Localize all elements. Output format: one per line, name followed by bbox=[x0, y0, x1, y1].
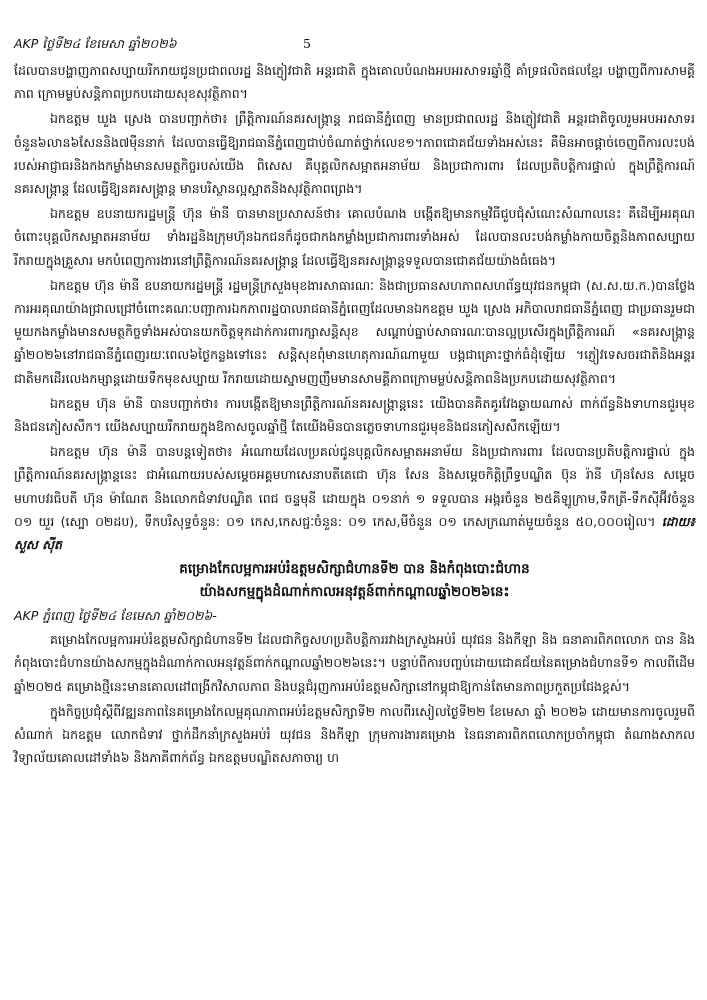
article1-paragraph-2: ឯកឧត្តម ឃួង ស្រេង បានបញ្ជាក់ថា៖ ព្រឹត្តិការណ៍នគរសង្ក្រាន្ត រាជធានីភ្នំពេញ មានប្រជាពលរដ្ឋ និងភ្ញៀវជាតិ អន្តរជាតិចូលរួមអបអរសាទរ ចំនួន៦លាន៦សែននិង៧មុឺននាក់ ដែលបានធ្វើឱ្យរាជធានីភ្នំពេញជាប់ចំណាត់ថ្នាក់លេខ១។ភាពជោគជ័យទាំងអស់នេះ គឺមិនអាចផ្តាច់ចេញពីការលះបង់របស់អាជ្ញាធរនិងកងកម្លាំងមានសមត្ថកិច្ចរបស់យើង ពិសេស គឺបុគ្គលិកសម្អាតអនាម័យ និងប្រជាការពារ ដែលប្រតិបត្តិការផ្ទាល់ ក្នុងព្រឹត្តិការណ៍នគរសង្ក្រាន្ត ដែលធ្វើឱ្យនគរសង្ក្រាន្ត មានបរិស្ថានល្អស្អាតនិងសុវត្ថិភាពព្រេង។ bbox=[14, 111, 695, 197]
article1-paragraph-5: ឯកឧត្តម ហ៊ុន ម៉ានី បានបញ្ជាក់ថា៖ ការបង្កើតឱ្យមានព្រឹត្តិការណ៍នគរសង្ក្រាន្តនេះ យើងបានគិតគូរវែងឆ្ងាយណាស់ ពាក់ព័ន្ធនិងទាហានជួរមុខនិងជនភៀសសឹក។ យើងសប្បាយរីករាយក្នុងឱកាសចូលឆ្នាំថ្មី តែយើងមិនបានភ្លេចទាហានជួរមុខនិងជនភៀសសឹកឡើយ។ bbox=[14, 395, 695, 435]
article1-paragraph-6 bbox=[14, 440, 695, 556]
article2-paragraph-1: គម្រោងកែលម្អការអប់រំឧត្តមសិក្សាជំហានទី២ ដែលជាកិច្ចសហប្រតិបត្តិការរវាងក្រសួងអប់រំ យុវជន និងកីឡា និង ធនាគារពិភពលោក បាន និងកំពុងបោះជំហានយ៉ាងសកម្មក្នុងដំណាក់កាលអនុវត្តន៍ពាក់កណ្តាលឆ្នាំ២០២៦នេះ។ បន្ទាប់ពីការបញ្ចប់ដោយជោគជ័យនៃគម្រោងជំហានទី១ កាលពីដើមឆ្នាំ២០២៥ គម្រោងថ្មីនេះមានគោលដៅពង្រីកវិសាលភាព និងបន្តជំរុញការអប់រំឧត្តមសិក្សានៅកម្ពុជាឱ្យកាន់តែមានភាពប្រកួតប្រជែងខ្ពស់។ bbox=[14, 632, 695, 694]
article2-dateline: AKP ភ្នំពេញ ថ្ងៃទី២៤ ខែមេសា ឆ្នាំ២០២៦- bbox=[14, 608, 217, 624]
article1-paragraph-3: ឯកឧត្តម ឧបនាយករដ្ឋមន្ត្រី ហ៊ុន ម៉ានី បានមានប្រសាសន៍ថា៖ គោលបំណង បង្កើតឱ្យមានកម្មវិធីជួបជុំសំណេះសំណាលនេះ គឺដើម្បីអរគុណចំពោះបុគ្គលិកសម្អាតអនាម័យ ទាំងរដ្ឋនិងក្រុមហ៊ុនឯកជនក៏ដូចជាកងកម្លាំងប្រជាការពារទាំងអស់ ដែលបានលះបង់កម្លាំងកាយចិត្តនិងភាពសប្បាយរីករាយក្នុងគ្រួសារ មកបំពេញការងារនៅព្រឹត្តិការណ៍នគរសង្ក្រាន្ត ដែលធ្វើឱ្យនគរសង្ក្រាន្តទទួលបានជោគជ័យយ៉ាងធំធេង។ bbox=[14, 206, 695, 268]
article-1 bbox=[14, 59, 695, 556]
page-number: 5 bbox=[303, 36, 311, 51]
article2-headline-line1: គម្រោងកែលម្អការអប់រំឧត្តមសិក្សាជំហានទី២ បាន និងកំពុងបោះជំហាន bbox=[179, 561, 530, 578]
article2-headline bbox=[14, 558, 695, 604]
byline: ដោយ៖ សួស ស៊ីត bbox=[14, 513, 695, 553]
page-content bbox=[14, 59, 695, 771]
article2-paragraph-2: ក្នុងកិច្ចប្រជុំស្តីពីវឌ្ឍនភាពនៃគម្រោងកែលម្អគុណភាពអប់រំឧត្តមសិក្សាទី២ កាលពីរសៀលថ្ងៃទី២២ ខែមេសា ឆ្នាំ ២០២៦ ដោយមានការចូលរួមពីសំណាក់ ឯកឧត្តម លោកជំទាវ ថ្នាក់ដឹកនាំក្រសួងអប់រំ យុវជន និងកីឡា ក្រុមការងារគម្រោង នៃធនាគារពិភពលោកប្រចាំកម្ពុជា តំណាងសាកលវិទ្យាល័យគោលដៅទាំង៦ និងភាគីពាក់ព័ន្ធ ឯកឧត្តមបណ្ឌិតសភាចារ្យ ហ bbox=[14, 703, 695, 766]
header-agency-date: AKP ថ្ងៃទី២៤ ខែមេសា ឆ្នាំ២០២៦ bbox=[14, 36, 177, 51]
article1-paragraph-1: ដែលបានបង្ហាញភាពសប្បាយរីករាយជូនប្រជាពលរដ្ឋ និងភ្ញៀវជាតិ អន្តរជាតិ ក្នុងគោលបំណងអបអរសាទរឆ្នាំថ្មី គាំទ្រផលិតផលខ្មែរ បង្ហាញពីការសាមគ្គីភាព ក្រោមម្លប់សន្តិភាពប្រកបដោយសុខសុវត្ថិភាព។ bbox=[14, 63, 695, 102]
article-2 bbox=[14, 558, 695, 769]
article1-paragraph-4: ឯកឧត្តម ហ៊ុន ម៉ានី ឧបនាយករដ្ឋមន្ត្រី រដ្ឋមន្ត្រីក្រសួងមុខងារសាធារណៈ និងជាប្រធានសហភាពសហព័ន្ធយុវជនកម្ពុជា (ស.ស.យ.ក.)បានថ្លែងការអរគុណយ៉ាងជ្រាលជ្រៅចំពោះគណៈបញ្ជាការឯកភាពរដ្ឋបាលរាជធានីភ្នំពេញដែលមានឯកឧត្តម ឃួង ស្រេង អភិបាលរាជធានីភ្នំពេញ ជាប្រធានរួមជាមួយកងកម្លាំងមានសមត្ថកិច្ចទាំងអស់បានយកចិត្តទុកដាក់ការពារក្សាសន្តិសុខ សណ្តាប់ធ្នាប់សាធារណៈបានល្អប្រសើរក្នុងព្រឹត្តិការណ៍ «នគរសង្ក្រាន្តឆ្នាំ២០២៦នៅរាជធានីភ្នំពេញរយៈពេល៦ថ្ងៃកន្លងទៅនេះ សន្តិសុខពុំមានហេតុការណ៍ណាមួយ បង្កជាគ្រោះថ្នាក់ធំដុំឡើយ ។ភ្ញៀវទេសចរជាតិនិងអន្តរជាតិមកដើរលេងកម្សាន្តដោយទឹកមុខសប្បាយ រីករាយដោយស្នាមញញឹមមានសាមគ្គីភាពក្រោមម្លប់សន្តិភាពនិងប្រកបដោយសុវត្ថិភាព។ bbox=[14, 277, 695, 386]
article1-paragraph-6-text: ឯកឧត្តម ហ៊ុន ម៉ានី បានបន្តទៀតថា៖ អំណោយដែលប្រគល់ជូនបុគ្គលិកសម្អាតអនាម័យ និងប្រជាការពារ ដែលបានប្រតិបត្តិការផ្ទាល់ ក្នុងព្រឹត្តិការណ៍នគរសង្ក្រាន្តនេះ ជាអំណោយរបស់សម្តេចអគ្គមហាសេនាបតីតេជោ ហ៊ុន សែន និងសម្តេចកិត្តិព្រឹទ្ធបណ្ឌិត ប៊ុន រ៉ានី ហ៊ុនសែន សម្តេចមហាបវរធិបតី ហ៊ុន ម៉ាណែត និងលោកជំទាវបណ្ឌិត ពេជ ចន្ទមុនី ដោយក្នុង ០១នាក់ ១ ទទួលបាន អង្ករចំនួន ២៥គីឡូក្រាម,ទឹកត្រី-ទឹកស៊ីអ៊ីវចំនួន ០១ យួរ (ស្បោ ០២ដប), ទឹកបរិសុទ្ធចំនួន: ០១ កេស,កេសជ្ជៈចំនួន: ០១ កេស,មីចំនួន ០១ កេសក្រណាត់មួយចំនួន ៥០,០០០រៀល។ bbox=[14, 444, 695, 529]
article2-headline-line2: យ៉ាងសកម្មក្នុងដំណាក់កាលអនុវត្តន៍ពាក់កណ្តាលឆ្នាំ២០២៦នេះ bbox=[199, 584, 510, 601]
